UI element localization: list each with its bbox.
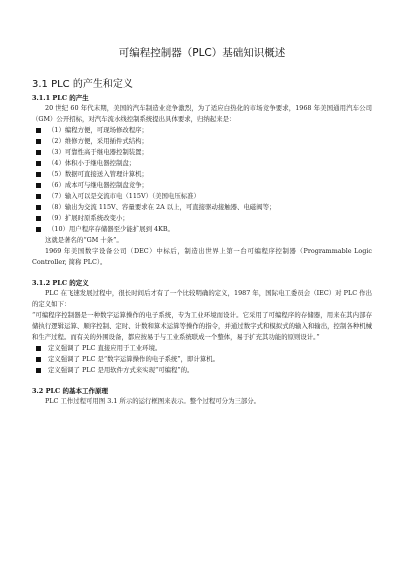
definition-points-list <box>32 343 372 376</box>
list-item: （9）扩展时原系统改变小； <box>34 213 372 224</box>
square-bullet-icon <box>36 150 41 155</box>
square-bullet-icon <box>36 216 41 221</box>
gm-requirements-list <box>32 125 372 235</box>
square-bullet-icon <box>36 368 41 373</box>
list-item: （3）可靠性高于继电器控制装置； <box>34 147 372 158</box>
document-page <box>32 46 372 407</box>
square-bullet-icon <box>36 205 41 210</box>
paragraph-definition-intro: PLC 在飞速发展过程中，很长时间后才有了一个比较明确的定义，1987 年，国际电工委员会（IEC）对 PLC 作出的定义如下： <box>32 289 372 308</box>
list-item: （1）编程方便，可现场修改程序； <box>34 125 372 136</box>
square-bullet-icon <box>36 139 41 144</box>
square-bullet-icon <box>36 128 41 133</box>
paragraph-dec: 1969 年美国数字设备公司（DEC）中标后，制造出世界上第一台可编程序控制器（Programmable Logic Controller, 简称 PLC）。 <box>32 247 372 266</box>
list-item: 定义强调了 PLC 直接应用于工业环境。 <box>34 343 372 354</box>
document-title: 可编程控制器（PLC）基础知识概述 <box>118 47 286 59</box>
section-heading-3-1: 3.1 PLC 的产生和定义 <box>32 79 133 90</box>
list-item: （4）体积小于继电器控制盘； <box>34 158 372 169</box>
paragraph-intro: 20 世纪 60 年代末期，美国的汽车制造业竞争激烈，为了适应白热化的市场竞争要求，1968 年美国通用汽车公司（GM）公开招标，对汽车流水线控制系统提出具体要求，归纳起来是： <box>32 104 372 123</box>
list-item: （7）输入可以是交流市电（115V）（美国电压标准） <box>34 191 372 202</box>
list-item: （8）输出为交流 115V、容量要求在 2A 以上，可直接驱动接触器、电磁阀等； <box>34 202 372 213</box>
paragraph-iec-quote: “可编程序控制器是一种数字运算操作的电子系统，专为工业环境而设计。它采用了可编程序的存储器，用来在其内部存储执行逻辑运算、顺序控制、定时、计数和算术运算等操作的指令，并通过数字式和模拟式的输入和输出，控制各种机械和生产过程。而有关的外围设备，都应按易于与工业系统联成一个整体，易于扩充其功能的原则设计。” <box>32 311 372 341</box>
subsection-heading-3-1-2: 3.1.2 PLC 的定义 <box>32 279 89 287</box>
paragraph-working-principle: PLC 工作过程可用图 3.1 所示的运行框图来表示。整个过程可分为三部分。 <box>45 397 261 405</box>
square-bullet-icon <box>36 172 41 177</box>
square-bullet-icon <box>36 194 41 199</box>
list-item: 定义强调了 PLC 是“数字运算操作的电子系统”，即计算机。 <box>34 354 372 365</box>
subsection-heading-3-1-1: 3.1.1 PLC 的产生 <box>32 94 89 102</box>
square-bullet-icon <box>36 161 41 166</box>
list-item: （5）数据可直接送入管理计算机； <box>34 169 372 180</box>
paragraph-gm-ten: 这就是著名的“GM 十条”。 <box>45 236 123 244</box>
list-item: （10）用户程序存储器至少能扩展到 4KB。 <box>34 224 372 235</box>
list-item: 定义强调了 PLC 是用软件方式来实现“可编程”的。 <box>34 365 372 376</box>
square-bullet-icon <box>36 357 41 362</box>
square-bullet-icon <box>36 183 41 188</box>
square-bullet-icon <box>36 346 41 351</box>
square-bullet-icon <box>36 227 41 232</box>
section-heading-3-2: 3.2 PLC 的基本工作原理 <box>32 387 108 395</box>
list-item: （2）维修方便，采用插件式结构； <box>34 136 372 147</box>
list-item: （6）成本可与继电器控制盘竞争； <box>34 180 372 191</box>
